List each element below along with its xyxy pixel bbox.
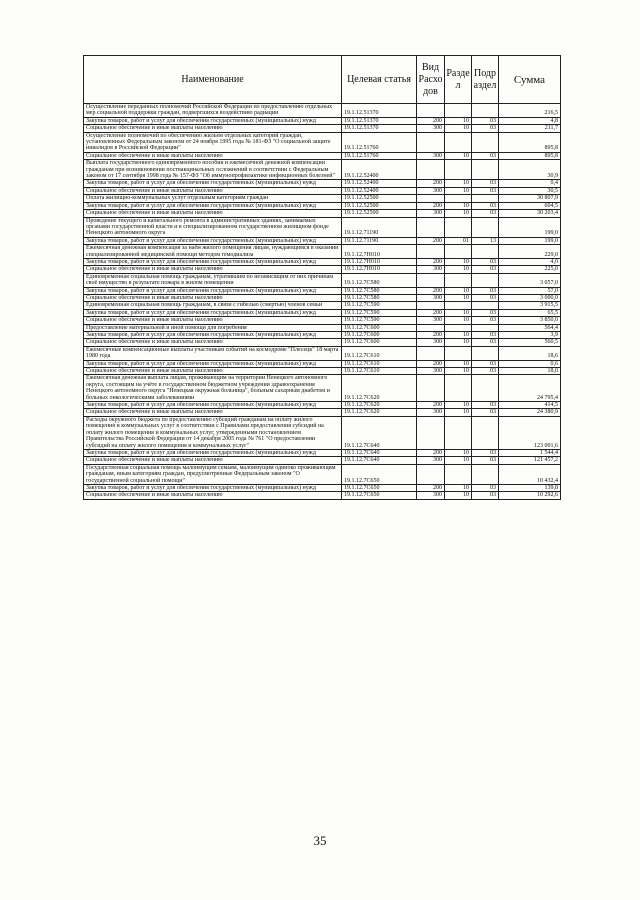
cell-sum: 4,8 bbox=[499, 117, 561, 124]
cell-razdel: 10 bbox=[445, 180, 472, 187]
header-sum: Сумма bbox=[499, 56, 561, 104]
cell-sum: 3 850,0 bbox=[499, 317, 561, 324]
cell-article: 19.1.12.7С650 bbox=[342, 484, 417, 491]
table-row bbox=[84, 117, 561, 124]
table-row bbox=[84, 245, 561, 259]
cell-vid bbox=[417, 464, 445, 484]
cell-podrazdel: 03 bbox=[472, 449, 499, 456]
cell-sum: 3 057,0 bbox=[499, 273, 561, 287]
cell-sum: 10 432,4 bbox=[499, 464, 561, 484]
cell-sum: 30,5 bbox=[499, 187, 561, 194]
cell-vid: 300 bbox=[417, 125, 445, 132]
cell-razdel bbox=[445, 464, 472, 484]
cell-article: 19.1.12.52500 bbox=[342, 202, 417, 209]
cell-article: 19.1.12.7С610 bbox=[342, 360, 417, 367]
cell-article: 19.1.12.51370 bbox=[342, 125, 417, 132]
header-razdel: Разде л bbox=[445, 56, 472, 104]
cell-podrazdel: 03 bbox=[472, 180, 499, 187]
cell-sum: 30 807,9 bbox=[499, 195, 561, 202]
cell-vid bbox=[417, 217, 445, 237]
cell-name: Закупка товаров, работ и услуг для обеспечения государственных (муниципальных) нужд bbox=[84, 360, 342, 367]
cell-podrazdel: 03 bbox=[472, 409, 499, 416]
cell-razdel: 10 bbox=[445, 339, 472, 346]
cell-razdel bbox=[445, 273, 472, 287]
table-row bbox=[84, 457, 561, 464]
table-row bbox=[84, 195, 561, 202]
table-header bbox=[84, 56, 561, 104]
cell-article: 19.1.12.7С640 bbox=[342, 457, 417, 464]
cell-vid: 300 bbox=[417, 266, 445, 273]
cell-razdel bbox=[445, 217, 472, 237]
cell-podrazdel: 03 bbox=[472, 202, 499, 209]
cell-sum: 895,8 bbox=[499, 132, 561, 152]
cell-razdel: 10 bbox=[445, 449, 472, 456]
cell-article: 19.1.12.7С590 bbox=[342, 302, 417, 309]
table-row bbox=[84, 317, 561, 324]
cell-sum: 3,9 bbox=[499, 332, 561, 339]
cell-name: Закупка товаров, работ и услуг для обеспечения государственных (муниципальных) нужд bbox=[84, 202, 342, 209]
cell-razdel: 10 bbox=[445, 117, 472, 124]
cell-sum: 30 203,4 bbox=[499, 210, 561, 217]
cell-podrazdel: 03 bbox=[472, 287, 499, 294]
cell-article: 19.1.12.7Н010 bbox=[342, 245, 417, 259]
cell-podrazdel bbox=[472, 324, 499, 331]
cell-razdel: 10 bbox=[445, 294, 472, 301]
cell-sum: 65,5 bbox=[499, 309, 561, 316]
cell-sum: 199,0 bbox=[499, 217, 561, 237]
cell-vid bbox=[417, 416, 445, 449]
cell-razdel bbox=[445, 195, 472, 202]
cell-name: Социальное обеспечение и иные выплаты населению bbox=[84, 492, 342, 499]
cell-name: Закупка товаров, работ и услуг для обеспечения государственных (муниципальных) нужд bbox=[84, 287, 342, 294]
cell-razdel: 10 bbox=[445, 368, 472, 375]
cell-vid bbox=[417, 104, 445, 118]
cell-podrazdel bbox=[472, 416, 499, 449]
header-article: Целевая статья bbox=[342, 56, 417, 104]
cell-name: Предоставление материальной и иной помощи для погребения bbox=[84, 324, 342, 331]
cell-name: Социальное обеспечение и иные выплаты населению bbox=[84, 210, 342, 217]
cell-podrazdel: 03 bbox=[472, 332, 499, 339]
cell-vid bbox=[417, 160, 445, 180]
table-row bbox=[84, 449, 561, 456]
cell-vid bbox=[417, 302, 445, 309]
cell-sum: 3 000,0 bbox=[499, 294, 561, 301]
header-name: Наименование bbox=[84, 56, 342, 104]
table-row bbox=[84, 309, 561, 316]
cell-vid bbox=[417, 375, 445, 402]
cell-razdel: 10 bbox=[445, 409, 472, 416]
cell-article: 19.1.12.7С600 bbox=[342, 324, 417, 331]
cell-vid bbox=[417, 273, 445, 287]
cell-name: Социальное обеспечение и иные выплаты населению bbox=[84, 339, 342, 346]
cell-name: Закупка товаров, работ и услуг для обеспечения государственных (муниципальных) нужд bbox=[84, 180, 342, 187]
cell-podrazdel: 03 bbox=[472, 457, 499, 464]
cell-podrazdel bbox=[472, 273, 499, 287]
cell-sum: 24 380,9 bbox=[499, 409, 561, 416]
cell-razdel: 10 bbox=[445, 360, 472, 367]
cell-podrazdel bbox=[472, 464, 499, 484]
cell-podrazdel: 03 bbox=[472, 152, 499, 159]
table-row bbox=[84, 210, 561, 217]
cell-name: Проведение текущего и капитального ремонта в административных зданиях, занимаемых органами государственной власти и в специализированном государственном жилищном фонде Ненецкого автономного округа bbox=[84, 217, 342, 237]
cell-podrazdel bbox=[472, 104, 499, 118]
cell-razdel: 01 bbox=[445, 237, 472, 244]
cell-vid: 300 bbox=[417, 187, 445, 194]
cell-name: Закупка товаров, работ и услуг для обеспечения государственных (муниципальных) нужд bbox=[84, 258, 342, 265]
cell-vid: 300 bbox=[417, 317, 445, 324]
cell-sum: 229,0 bbox=[499, 245, 561, 259]
table-row bbox=[84, 484, 561, 491]
table-row bbox=[84, 324, 561, 331]
table-row bbox=[84, 339, 561, 346]
cell-article: 19.1.12.71190 bbox=[342, 217, 417, 237]
cell-podrazdel: 03 bbox=[472, 294, 499, 301]
cell-name: Социальное обеспечение и иные выплаты населению bbox=[84, 368, 342, 375]
cell-name: Закупка товаров, работ и услуг для обеспечения государственных (муниципальных) нужд bbox=[84, 484, 342, 491]
cell-name: Выплата государственного единовременного пособия и ежемесячной денежной компенсации гражданам при возникновении поствакцинальных осложнений в соответствии с Федеральным законом от 17 сентября 1998 года № 157-ФЗ "Об иммунопрофилактике инфекционных болезней" bbox=[84, 160, 342, 180]
cell-name: Ежемесячная денежная выплата лицам, проживающим на территории Ненецкого автономного округа, состоящим на учёте в государственном бюджетном учреждении здравоохранения Ненецкого автономного округа "Ненецкая окружная больница", больным сахарным диабетом и больных онкологическими заболеваниями bbox=[84, 375, 342, 402]
cell-article: 19.1.12.52500 bbox=[342, 210, 417, 217]
table-row bbox=[84, 287, 561, 294]
cell-podrazdel bbox=[472, 302, 499, 309]
cell-name: Социальное обеспечение и иные выплаты населению bbox=[84, 457, 342, 464]
cell-vid bbox=[417, 132, 445, 152]
cell-name: Социальное обеспечение и иные выплаты населению bbox=[84, 294, 342, 301]
cell-sum: 199,0 bbox=[499, 237, 561, 244]
cell-sum: 139,8 bbox=[499, 484, 561, 491]
cell-podrazdel: 03 bbox=[472, 117, 499, 124]
cell-name: Ежемесячная денежная компенсация за наём жилого помещения лицам, нуждающимся в оказании специализированной медицинской помощи методом гемодиализа bbox=[84, 245, 342, 259]
cell-razdel: 10 bbox=[445, 266, 472, 273]
cell-razdel bbox=[445, 132, 472, 152]
cell-razdel bbox=[445, 416, 472, 449]
cell-vid bbox=[417, 346, 445, 360]
cell-vid bbox=[417, 245, 445, 259]
page-number: 35 bbox=[313, 833, 327, 848]
table-row bbox=[84, 258, 561, 265]
cell-sum: 564,4 bbox=[499, 324, 561, 331]
cell-podrazdel: 03 bbox=[472, 125, 499, 132]
cell-vid: 200 bbox=[417, 258, 445, 265]
cell-article: 19.1.12.7С620 bbox=[342, 409, 417, 416]
cell-sum: 57,0 bbox=[499, 287, 561, 294]
cell-name: Социальное обеспечение и иные выплаты населению bbox=[84, 187, 342, 194]
cell-name: Закупка товаров, работ и услуг для обеспечения государственных (муниципальных) нужд bbox=[84, 117, 342, 124]
cell-article: 19.1.12.52500 bbox=[342, 195, 417, 202]
cell-podrazdel: 03 bbox=[472, 484, 499, 491]
cell-razdel: 10 bbox=[445, 187, 472, 194]
cell-razdel: 10 bbox=[445, 317, 472, 324]
cell-podrazdel bbox=[472, 245, 499, 259]
table-row bbox=[84, 187, 561, 194]
cell-podrazdel: 03 bbox=[472, 492, 499, 499]
cell-podrazdel: 03 bbox=[472, 187, 499, 194]
cell-vid: 200 bbox=[417, 484, 445, 491]
cell-name: Единовременная социальная помощь гражданам, утратившим по независящим от них причинам своё имущество в результате пожара в жилом помещении bbox=[84, 273, 342, 287]
cell-article: 19.1.12.51370 bbox=[342, 104, 417, 118]
cell-article: 19.1.12.7Н010 bbox=[342, 266, 417, 273]
cell-name: Социальное обеспечение и иные выплаты населению bbox=[84, 317, 342, 324]
cell-razdel bbox=[445, 104, 472, 118]
cell-razdel: 10 bbox=[445, 492, 472, 499]
cell-vid: 200 bbox=[417, 202, 445, 209]
cell-vid: 300 bbox=[417, 294, 445, 301]
cell-article: 19.1.12.51760 bbox=[342, 152, 417, 159]
cell-article: 19.1.12.71190 bbox=[342, 237, 417, 244]
cell-sum: 895,8 bbox=[499, 152, 561, 159]
cell-razdel bbox=[445, 245, 472, 259]
cell-podrazdel bbox=[472, 346, 499, 360]
cell-sum: 225,0 bbox=[499, 266, 561, 273]
table-row bbox=[84, 125, 561, 132]
cell-article: 19.1.12.7С590 bbox=[342, 309, 417, 316]
cell-name: Расходы окружного бюджета по предоставлению субсидий гражданам на оплату жилого помещения и коммунальных услуг в соответствии с Правилами предоставления субсидий на оплату жилого помещения и коммунальных услуг, утвержденными постановлением Правительства Российской Федерации от 14 декабря 2005 года № 761 "О предоставлении субсидий на оплату жилого помещения и коммунальных услуг" bbox=[84, 416, 342, 449]
cell-sum: 0,6 bbox=[499, 360, 561, 367]
table-row bbox=[84, 104, 561, 118]
cell-podrazdel: 03 bbox=[472, 317, 499, 324]
cell-vid: 300 bbox=[417, 492, 445, 499]
cell-vid: 200 bbox=[417, 402, 445, 409]
header-vid: Вид Расхо дов bbox=[417, 56, 445, 104]
cell-article: 19.1.12.7С640 bbox=[342, 449, 417, 456]
cell-vid: 300 bbox=[417, 409, 445, 416]
cell-vid: 200 bbox=[417, 287, 445, 294]
table-row bbox=[84, 464, 561, 484]
cell-sum: 4,0 bbox=[499, 258, 561, 265]
cell-razdel: 10 bbox=[445, 457, 472, 464]
cell-vid: 300 bbox=[417, 339, 445, 346]
cell-sum: 211,7 bbox=[499, 125, 561, 132]
cell-article: 19.1.12.51760 bbox=[342, 132, 417, 152]
cell-razdel: 10 bbox=[445, 152, 472, 159]
cell-article: 19.1.12.51370 bbox=[342, 117, 417, 124]
cell-article: 19.1.12.7С640 bbox=[342, 416, 417, 449]
cell-name: Социальное обеспечение и иные выплаты населению bbox=[84, 125, 342, 132]
cell-podrazdel bbox=[472, 160, 499, 180]
cell-article: 19.1.12.7С610 bbox=[342, 368, 417, 375]
cell-sum: 123 001,6 bbox=[499, 416, 561, 449]
cell-name: Социальное обеспечение и иные выплаты населению bbox=[84, 266, 342, 273]
cell-razdel: 10 bbox=[445, 210, 472, 217]
cell-name: Закупка товаров, работ и услуг для обеспечения государственных (муниципальных) нужд bbox=[84, 449, 342, 456]
table-row bbox=[84, 160, 561, 180]
budget-table bbox=[83, 55, 561, 500]
cell-podrazdel: 03 bbox=[472, 360, 499, 367]
table-row bbox=[84, 217, 561, 237]
table-row bbox=[84, 294, 561, 301]
table-row bbox=[84, 402, 561, 409]
cell-podrazdel: 13 bbox=[472, 237, 499, 244]
cell-article: 19.1.12.52400 bbox=[342, 180, 417, 187]
cell-vid: 200 bbox=[417, 180, 445, 187]
cell-razdel bbox=[445, 160, 472, 180]
table-body bbox=[84, 104, 561, 500]
table-row bbox=[84, 416, 561, 449]
cell-article: 19.1.12.7С580 bbox=[342, 273, 417, 287]
cell-podrazdel bbox=[472, 375, 499, 402]
table-row bbox=[84, 180, 561, 187]
cell-razdel: 10 bbox=[445, 332, 472, 339]
cell-razdel bbox=[445, 302, 472, 309]
cell-sum: 0,4 bbox=[499, 180, 561, 187]
cell-razdel bbox=[445, 375, 472, 402]
cell-article: 19.1.12.52400 bbox=[342, 160, 417, 180]
cell-razdel: 10 bbox=[445, 287, 472, 294]
table-row bbox=[84, 332, 561, 339]
cell-podrazdel: 03 bbox=[472, 266, 499, 273]
cell-article: 19.1.12.7С610 bbox=[342, 346, 417, 360]
cell-name: Ежемесячные компенсационные выплаты участникам событий на космодроме "Плесецк" 18 марта 1980 года bbox=[84, 346, 342, 360]
cell-article: 19.1.12.7С580 bbox=[342, 287, 417, 294]
table-row bbox=[84, 152, 561, 159]
cell-sum: 10 292,6 bbox=[499, 492, 561, 499]
cell-name: Единовременная социальная помощь гражданам, в связи с гибелью (смертью) членов семьи bbox=[84, 302, 342, 309]
cell-name: Осуществление полномочий по обеспечению жильем отдельных категорий граждан, установленных Федеральным законом от 24 ноября 1995 года № 181-ФЗ "О социальной защите инвалидов в Российской Федерации" bbox=[84, 132, 342, 152]
cell-sum: 24 795,4 bbox=[499, 375, 561, 402]
cell-vid: 200 bbox=[417, 360, 445, 367]
cell-name: Осуществление переданных полномочий Российской Федерации по предоставлению отдельных мер социальной поддержки граждан, подвергшихся воздействию радиации bbox=[84, 104, 342, 118]
cell-podrazdel: 03 bbox=[472, 402, 499, 409]
cell-vid: 200 bbox=[417, 237, 445, 244]
cell-podrazdel: 03 bbox=[472, 339, 499, 346]
table-row bbox=[84, 346, 561, 360]
cell-razdel: 10 bbox=[445, 258, 472, 265]
cell-name: Социальное обеспечение и иные выплаты населению bbox=[84, 152, 342, 159]
cell-article: 19.1.12.7С650 bbox=[342, 464, 417, 484]
cell-sum: 3 915,5 bbox=[499, 302, 561, 309]
cell-article: 19.1.12.7С620 bbox=[342, 375, 417, 402]
cell-article: 19.1.12.7Н010 bbox=[342, 258, 417, 265]
cell-sum: 560,5 bbox=[499, 339, 561, 346]
cell-vid: 300 bbox=[417, 152, 445, 159]
cell-podrazdel: 03 bbox=[472, 258, 499, 265]
cell-podrazdel bbox=[472, 132, 499, 152]
table-row bbox=[84, 302, 561, 309]
cell-vid bbox=[417, 195, 445, 202]
cell-vid: 200 bbox=[417, 332, 445, 339]
cell-razdel bbox=[445, 324, 472, 331]
table-row bbox=[84, 409, 561, 416]
cell-vid: 300 bbox=[417, 457, 445, 464]
cell-article: 19.1.12.7С600 bbox=[342, 339, 417, 346]
table-row bbox=[84, 132, 561, 152]
cell-sum: 1 544,4 bbox=[499, 449, 561, 456]
cell-name: Закупка товаров, работ и услуг для обеспечения государственных (муниципальных) нужд bbox=[84, 309, 342, 316]
cell-razdel: 10 bbox=[445, 202, 472, 209]
cell-name: Государственная социальная помощь малоимущим семьям, малоимущим одиноко проживающим гражданам, иным категориям граждан, предусмотренные Федеральным законом "О государственной социальной помощи" bbox=[84, 464, 342, 484]
table-row bbox=[84, 266, 561, 273]
cell-vid: 200 bbox=[417, 449, 445, 456]
cell-sum: 121 457,2 bbox=[499, 457, 561, 464]
table-row bbox=[84, 273, 561, 287]
table-row bbox=[84, 368, 561, 375]
cell-razdel bbox=[445, 346, 472, 360]
cell-razdel: 10 bbox=[445, 125, 472, 132]
cell-article: 19.1.12.7С590 bbox=[342, 317, 417, 324]
cell-podrazdel: 03 bbox=[472, 368, 499, 375]
cell-name: Закупка товаров, работ и услуг для обеспечения государственных (муниципальных) нужд bbox=[84, 402, 342, 409]
cell-podrazdel bbox=[472, 195, 499, 202]
cell-sum: 18,0 bbox=[499, 368, 561, 375]
table-row bbox=[84, 202, 561, 209]
cell-vid: 200 bbox=[417, 117, 445, 124]
cell-name: Оплата жилищно-коммунальных услуг отдельным категориям граждан bbox=[84, 195, 342, 202]
table-row bbox=[84, 360, 561, 367]
cell-vid: 200 bbox=[417, 309, 445, 316]
cell-razdel: 10 bbox=[445, 402, 472, 409]
cell-sum: 216,5 bbox=[499, 104, 561, 118]
cell-podrazdel: 03 bbox=[472, 210, 499, 217]
cell-podrazdel bbox=[472, 217, 499, 237]
cell-article: 19.1.12.7С650 bbox=[342, 492, 417, 499]
cell-name: Социальное обеспечение и иные выплаты населению bbox=[84, 409, 342, 416]
cell-article: 19.1.12.7С580 bbox=[342, 294, 417, 301]
cell-sum: 414,5 bbox=[499, 402, 561, 409]
cell-article: 19.1.12.7С600 bbox=[342, 332, 417, 339]
cell-article: 19.1.12.7С620 bbox=[342, 402, 417, 409]
table-row bbox=[84, 375, 561, 402]
cell-vid: 300 bbox=[417, 368, 445, 375]
cell-razdel: 10 bbox=[445, 309, 472, 316]
cell-sum: 18,6 bbox=[499, 346, 561, 360]
cell-vid bbox=[417, 324, 445, 331]
cell-sum: 30,9 bbox=[499, 160, 561, 180]
cell-name: Закупка товаров, работ и услуг для обеспечения государственных (муниципальных) нужд bbox=[84, 332, 342, 339]
cell-razdel: 10 bbox=[445, 484, 472, 491]
cell-podrazdel: 03 bbox=[472, 309, 499, 316]
cell-name: Закупка товаров, работ и услуг для обеспечения государственных (муниципальных) нужд bbox=[84, 237, 342, 244]
cell-vid: 300 bbox=[417, 210, 445, 217]
table-row bbox=[84, 492, 561, 499]
header-podrazdel: Подр аздел bbox=[472, 56, 499, 104]
table-row bbox=[84, 237, 561, 244]
cell-article: 19.1.12.52400 bbox=[342, 187, 417, 194]
cell-sum: 604,5 bbox=[499, 202, 561, 209]
